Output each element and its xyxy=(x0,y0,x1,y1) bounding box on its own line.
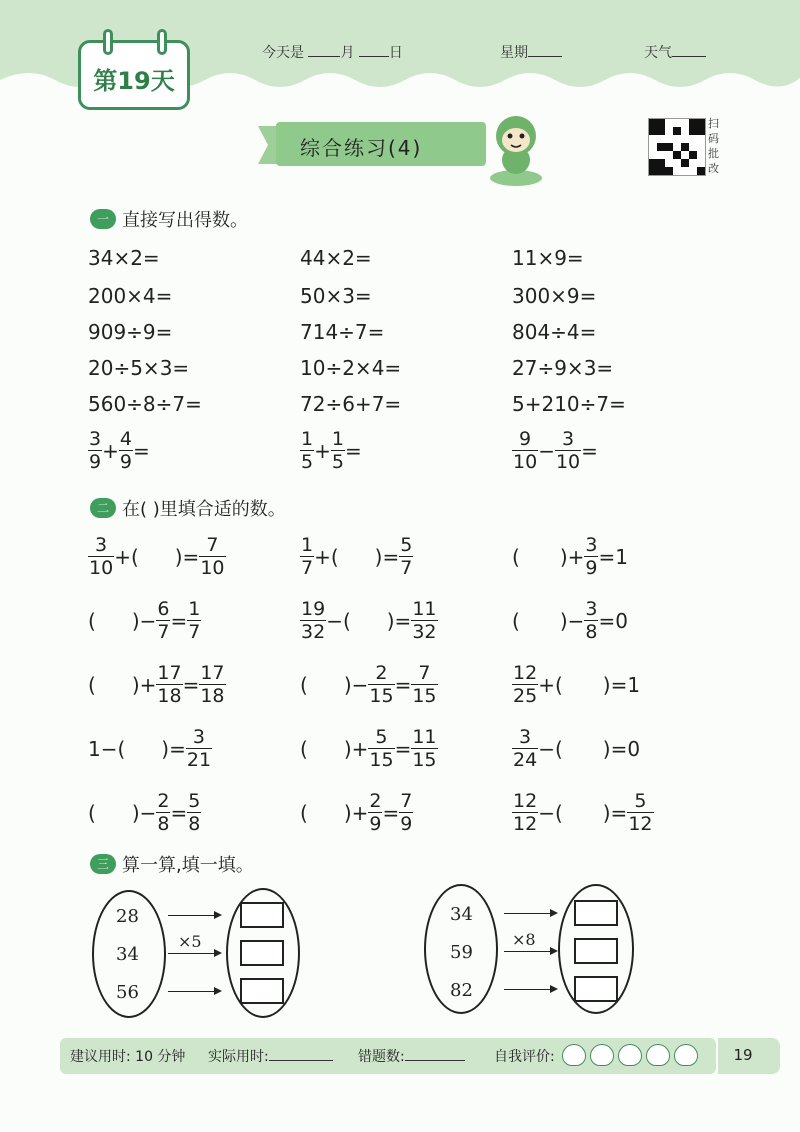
input-number: 82 xyxy=(450,980,473,1001)
problem: 44×2= xyxy=(300,246,372,270)
qr-code-icon[interactable] xyxy=(648,118,706,176)
day-badge xyxy=(78,40,190,110)
arrow-right-icon xyxy=(168,915,220,916)
problem: 50×3= xyxy=(300,284,372,308)
arrow-right-icon xyxy=(504,989,556,990)
actual-time-field[interactable]: 实际用时: xyxy=(208,1046,333,1066)
fraction-problem: $\frac{1}{5}$ + $\frac{1}{5}$ = xyxy=(301,428,362,473)
fill-blank-problem[interactable]: ( )− $\frac{3}{8}$ =0 xyxy=(512,598,628,643)
weather-field[interactable]: 天气 xyxy=(644,42,706,62)
fill-blank-problem[interactable]: 1−( )= $\frac{3}{21}$ xyxy=(88,726,212,771)
rating-face-icon[interactable] xyxy=(562,1044,586,1066)
date-field[interactable]: 今天是 月 日 xyxy=(262,45,403,61)
section-1-title: 直接写出得数。 xyxy=(122,210,248,231)
input-number: 34 xyxy=(450,904,473,925)
answer-box[interactable] xyxy=(240,940,284,966)
fill-blank-problem[interactable]: $\frac{12}{25}$ +( ) =1 xyxy=(513,662,641,707)
problem: 300×9= xyxy=(512,284,597,308)
problem: 34×2= xyxy=(88,246,160,270)
arrow-right-icon xyxy=(168,953,220,954)
answer-box[interactable] xyxy=(574,900,618,926)
fill-blank-problem[interactable]: ( )+ $\frac{5}{15}$ = $\frac{11}{15}$ xyxy=(300,726,437,771)
problem: 804÷4= xyxy=(512,320,597,344)
fill-blank-problem[interactable]: $\frac{1}{7}$ +( )= $\frac{5}{7}$ xyxy=(301,534,413,579)
day-label: 第19天 xyxy=(93,67,175,95)
problem: 909÷9= xyxy=(88,320,173,344)
problem: 5+210÷7= xyxy=(512,392,626,416)
fill-blank-problem[interactable]: ( )− $\frac{6}{7}$ = $\frac{1}{7}$ xyxy=(88,598,201,643)
answer-box[interactable] xyxy=(574,976,618,1002)
section-3-number: 三 xyxy=(90,854,116,874)
weekday-field[interactable]: 星期 xyxy=(500,42,562,62)
problem: 20÷5×3= xyxy=(88,356,190,380)
fill-blank-problem[interactable]: ( )+ $\frac{2}{9}$ = $\frac{7}{9}$ xyxy=(300,790,413,835)
self-eval-label: 自我评价: xyxy=(494,1049,555,1065)
arrow-right-icon xyxy=(504,913,556,914)
page-title: 综合练习(4) xyxy=(300,136,423,160)
fill-blank-problem[interactable]: $\frac{19}{32}$ −( )= $\frac{11}{32}$ xyxy=(301,598,437,643)
fill-blank-problem[interactable]: ( )− $\frac{2}{8}$ = $\frac{5}{8}$ xyxy=(88,790,201,835)
arrow-right-icon xyxy=(504,951,556,952)
fill-blank-problem[interactable]: ( )+ $\frac{17}{18}$ = $\frac{17}{18}$ xyxy=(88,662,225,707)
fill-blank-problem[interactable]: $\frac{12}{12}$ −( )= $\frac{5}{12}$ xyxy=(513,790,653,835)
rating-face-icon[interactable] xyxy=(674,1044,698,1066)
answer-box[interactable] xyxy=(240,902,284,928)
qr-label: 扫 码 批 改 xyxy=(708,117,719,175)
problem: 10÷2×4= xyxy=(300,356,402,380)
operator-label: ×8 xyxy=(512,930,536,949)
error-count-field[interactable]: 错题数: xyxy=(358,1046,465,1066)
fill-blank-problem[interactable]: ( )− $\frac{2}{15}$ = $\frac{7}{15}$ xyxy=(300,662,437,707)
section-2-title: 在( )里填合适的数。 xyxy=(122,499,286,520)
fraction-problem: $\frac{9}{10}$ − $\frac{3}{10}$ = xyxy=(513,428,598,473)
problem: 27÷9×3= xyxy=(512,356,614,380)
rating-face-icon[interactable] xyxy=(618,1044,642,1066)
calendar-ring-icon xyxy=(103,29,113,55)
fill-blank-problem[interactable]: $\frac{3}{10}$ +( )= $\frac{7}{10}$ xyxy=(89,534,225,579)
monkey-mascot-icon xyxy=(486,108,546,188)
input-number: 59 xyxy=(450,942,473,963)
problem: 11×9= xyxy=(512,246,584,270)
section-1-number: 一 xyxy=(90,209,116,229)
rating-face-icon[interactable] xyxy=(590,1044,614,1066)
operator-label: ×5 xyxy=(178,932,202,951)
calendar-ring-icon xyxy=(157,29,167,55)
section-2-number: 二 xyxy=(90,498,116,518)
qr-pattern-icon xyxy=(649,119,705,175)
input-number: 28 xyxy=(116,906,139,927)
suggested-time: 建议用时: 10 分钟 xyxy=(70,1049,186,1065)
fraction-problem: $\frac{3}{9}$ + $\frac{4}{9}$ = xyxy=(89,428,150,473)
input-number: 34 xyxy=(116,944,139,965)
arrow-right-icon xyxy=(168,991,220,992)
input-number: 56 xyxy=(116,982,139,1003)
answer-box[interactable] xyxy=(574,938,618,964)
problem: 714÷7= xyxy=(300,320,385,344)
answer-box[interactable] xyxy=(240,978,284,1004)
page-number: 19 xyxy=(733,1046,753,1064)
problem: 200×4= xyxy=(88,284,173,308)
problem: 72÷6+7= xyxy=(300,392,402,416)
fill-blank-problem[interactable]: $\frac{3}{24}$ −( ) =0 xyxy=(513,726,641,771)
fill-blank-problem[interactable]: ( )+ $\frac{3}{9}$ =1 xyxy=(512,534,628,579)
section-3-title: 算一算,填一填。 xyxy=(122,855,254,876)
problem: 560÷8÷7= xyxy=(88,392,202,416)
rating-face-icon[interactable] xyxy=(646,1044,670,1066)
